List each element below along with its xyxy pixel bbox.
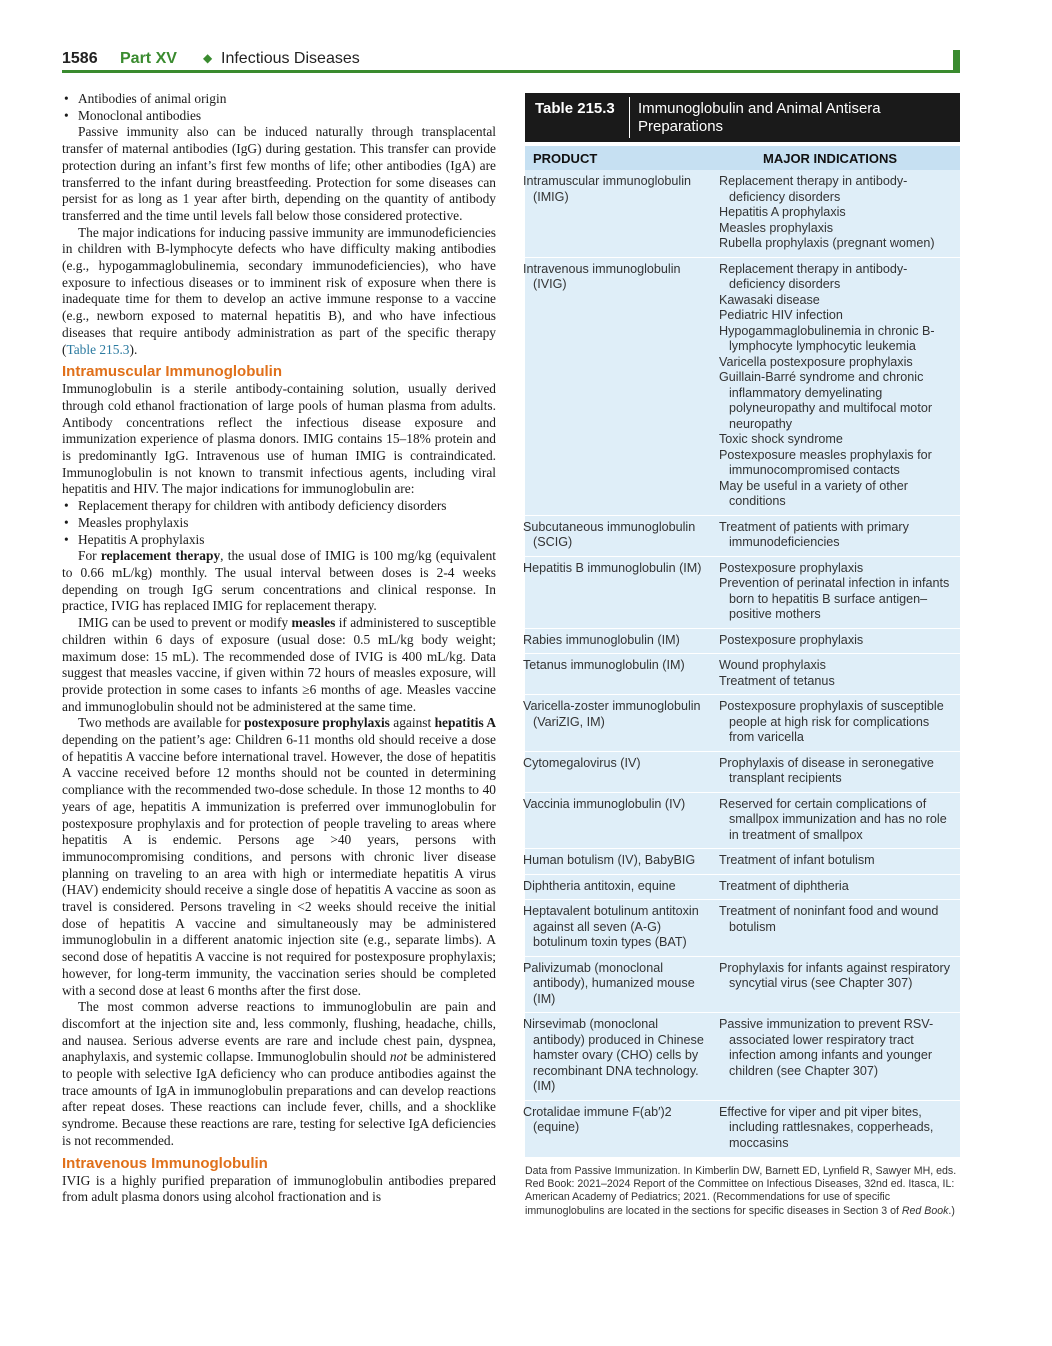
product-cell: Intramuscular immunoglobulin (IMIG) [523,174,691,204]
indication-item: Guillain-Barré syndrome and chronic inflammatory demyelinating polyneuropathy and multifocal motor neuropathy [719,370,933,431]
indication-item: Prophylaxis for infants against respiratory syncytial virus (see Chapter 307) [719,960,950,990]
product-cell: Hepatitis B immunoglobulin (IM) [523,560,702,575]
table-row [525,751,960,792]
paragraph: Two methods are available for postexposure prophylaxis against hepatitis A depending on the patient’s age: Children 6-11 months old should receive a dose of hepatitis A vaccine before international travel. However, the dose of hepatitis A vaccine received before 12 months should not be counted in determining compliance with the recommended two-dose schedule. In those 12 months to 40 years of age, hepatitis A immunization is preferred over immunoglobulin for postexposure prophylaxis and for protection of people traveling to areas where hepatitis A is endemic. Persons age >40 years, persons with immunocompromising conditions, and persons with chronic liver disease planning on traveling to an area with high or intermediate hepatitis A virus (HAV) endemicity should receive a single dose of hepatitis A vaccine as soon as travel is considered. Persons traveling in <2 weeks should receive the initial dose of hepatitis A vaccine and simultaneously may be administered immunoglobulin in a different anatomic injection site (e.g., separate limbs). A second dose of hepatitis A vaccine is not required for postexposure prophylaxis; however, for long-term immunity, the vaccination series should be completed with a second dose at least 6 months after the first dose. [62,715,496,998]
indication-item: Replacement therapy in antibody-deficiency disorders [719,174,908,204]
paragraph: For replacement therapy, the usual dose of IMIG is 100 mg/kg (equivalent to 0.66 mL/kg) monthly. The usual interval between doses is 2-4 weeks depending on trough IgG serum concentrations and clinical response. In practice, IVIG has replaced IMIG for replacement therapy. [62,548,496,614]
table-row [525,1012,960,1100]
product-cell: Vaccinia immunoglobulin (IV) [523,796,686,811]
indication-item: Wound prophylaxis [719,658,826,672]
indication-item: Rubella prophylaxis (pregnant women) [719,236,935,250]
list-item: • Monoclonal antibodies [62,108,496,125]
table-row [525,694,960,751]
product-cell: Varicella-zoster immunoglobulin (VariZIG, IM) [523,699,701,729]
indications-cell [711,262,960,510]
list-item: • Hepatitis A prophylaxis [62,532,496,549]
indications-cell [711,561,960,623]
table-row [525,899,960,956]
list-item: • Antibodies of animal origin [62,91,496,108]
product-cell: Palivizumab (monoclonal antibody), humanized mouse (IM) [523,960,695,1006]
product-cell: Human botulism (IV), BabyBIG [523,853,696,867]
indication-item: Replacement therapy in antibody-deficiency disorders [719,261,908,291]
table-215-3 [525,93,960,1157]
indication-item: Treatment of patients with primary immunodeficiencies [719,519,909,549]
indications-cell [711,658,960,689]
indication-item: Treatment of tetanus [719,673,835,688]
indication-item: Treatment of noninfant food and wound botulism [719,904,939,934]
header-tab [953,50,960,72]
table-row [525,515,960,556]
indication-item: Measles prophylaxis [719,220,834,235]
table-rows [525,170,960,1156]
bullet-list-indications [62,498,496,548]
table-row [525,556,960,628]
table-column-headers [525,146,960,170]
paragraph: The major indications for inducing passive immunity are immunodeficiencies in children with B-lymphocyte defects who have difficulty making antibodies (e.g., hypogammaglobulinemia, secondary immunodeficiencies), who have exposure to infectious diseases or to imminent risk of exposure when there is inadequate time for them to develop an active immune response to a vaccine (e.g., newborn exposed to maternal hepatitis B), and who have infectious diseases that require antibody administration as part of the specific therapy (Table 215.3). [62,224,496,357]
indication-item: Hypogammaglobulinemia in chronic B-lymphocyte lymphocytic leukemia [719,323,935,353]
header-rule [62,70,960,73]
indication-item: Reserved for certain complications of smallpox immunization and has no role in treatment of smallpox [719,796,947,842]
indication-item: Toxic shock syndrome [719,432,843,446]
indications-cell [711,904,960,951]
indication-item: Postexposure prophylaxis [719,632,864,647]
indication-item: Prevention of perinatal infection in infants born to hepatitis B surface antigen–positive mothers [719,576,950,621]
body-text-column [62,91,496,1206]
section-heading-ivig: Intravenous Immunoglobulin [62,1154,268,1172]
product-cell: Nirsevimab (monoclonal antibody) produced in Chinese hamster ovary (CHO) cells by recombinant DNA technology. (IM) [523,1017,704,1093]
indication-item: May be useful in a variety of other conditions [719,478,909,508]
indication-item: Passive immunization to prevent RSV-associated lower respiratory tract infection among infants and younger children (see Chapter 307) [719,1017,934,1078]
bullet-list-top [62,91,496,124]
product-cell: Cytomegalovirus (IV) [523,755,641,770]
indications-cell [711,853,960,869]
indication-item: Postexposure prophylaxis [719,560,864,575]
product-cell: Crotalidae immune F(ab′)2 (equine) [523,1104,672,1134]
table-row [525,628,960,654]
product-cell: Subcutaneous immunoglobulin (SCIG) [523,519,696,549]
table-row [525,848,960,874]
indication-item: Varicella postexposure prophylaxis [719,354,913,369]
table-source-note: Data from Passive Immunization. In Kimberlin DW, Barnett ED, Lynfield R, Sawyer MH, eds. Red Book: 2021–2024 Report of the Committee on Infectious Diseases, 32nd ed. Itasca, IL: American Academy of Pediatrics; 2021. (Recommendations for use of specific immunoglobulins are located in the sections for specific diseases in Section 3 of Red Book.) [525,1165,957,1217]
table-row [525,257,960,515]
indication-item: Postexposure measles prophylaxis for immunocompromised contacts [719,447,932,477]
indication-item: Treatment of diphtheria [719,878,849,893]
indication-item: Kawasaki disease [719,292,820,307]
indications-cell [711,174,960,252]
table-row [525,170,960,257]
table-row [525,874,960,900]
indications-cell [711,879,960,895]
table-number: Table 215.3 [535,100,615,117]
indications-cell [711,797,960,844]
table-row [525,792,960,849]
indication-item: Postexposure prophylaxis of susceptible people at high risk for complications from varicella [719,699,944,744]
indication-item: Effective for viper and pit viper bites, including rattlesnakes, copperheads, moccasins [719,1104,934,1150]
table-body [525,146,960,1157]
page-number: 1586 [62,50,98,67]
table-reference-link[interactable]: Table 215.3 [66,341,130,357]
indications-cell [711,961,960,1008]
indications-cell [711,756,960,787]
part-label: Part XV [120,50,177,67]
table-row [525,1100,960,1157]
product-cell: Heptavalent botulinum antitoxin against all seven (A-G) botulinum toxin types (BAT) [523,904,699,949]
product-cell: Rabies immunoglobulin (IM) [523,632,680,647]
diamond-icon: ◆ [203,51,213,65]
indications-cell [711,633,960,649]
table-title: Immunoglobulin and Animal Antisera Preparations [638,100,881,135]
indications-cell [711,699,960,746]
list-item: • Replacement therapy for children with antibody deficiency disorders [62,498,496,515]
paragraph: The most common adverse reactions to immunoglobulin are pain and discomfort at the injection site and, less commonly, flushing, headache, chills, and nausea. Serious adverse events are rare and include chest pain, dyspnea, anaphylaxis, and systemic collapse. Immunoglobulin should not be administered to people with selective IgA deficiency who can produce antibodies against the trace amounts of IgA in immunoglobulin preparations and can develop reactions after repeat doses. These reactions can include fever, chills, and a shocklike syndrome. Because these reactions are rare, testing for selective IgA deficiencies is not recommended. [62,999,496,1148]
indication-item: Treatment of infant botulism [719,853,875,867]
paragraph: IVIG is a highly purified preparation of immunoglobulin antibodies prepared from adult plasma donors using alcohol fractionation and is [62,1172,496,1205]
paragraph: Passive immunity also can be induced naturally through transplacental transfer of maternal antibodies (IgG) during gestation. This transfer can provide protection during an infant’s first few months of life; other antibodies (IgA) are transferred to the infant during breastfeeding. Protection for some diseases can persist for as long as 1 year after birth, depending on the quantity of antibody transferred and the time until levels fall below those considered protective. [62,124,496,223]
indication-item: Prophylaxis of disease in seronegative transplant recipients [719,755,934,785]
paragraph: Immunoglobulin is a sterile antibody-containing solution, usually derived through cold ethanol fractionation of large pools of human plasma from adults. Antibody concentrations reflect the infectious disease exposure and immunization experience of plasma donors. IMIG contains 15–18% protein and is predominantly IgG. Intravenous use of human IMIG is contraindicated. Immunoglobulin is not known to transmit infectious agents, including viral hepatitis and HIV. The major indications for immunoglobulin are: [62,381,496,497]
column-header-product: PRODUCT [533,151,598,166]
table-row [525,956,960,1013]
list-item: • Measles prophylaxis [62,515,496,532]
product-cell: Diphtheria antitoxin, equine [523,878,676,893]
title-divider [629,97,630,138]
table-title-bar [525,93,960,142]
paragraph: IMIG can be used to prevent or modify measles if administered to susceptible children within 6 days of exposure (usual dose: 0.5 mL/kg body weight; maximum dose: 15 mL). The recommended dose of IVIG is 400 mL/kg. Data suggest that measles vaccine, if given within 72 hours of measles exposure, will provide protection in some cases to infants ≥6 months of age. Measles vaccine and immunoglobulin should not be administered at the same time. [62,615,496,714]
section-title: Infectious Diseases [221,50,360,67]
column-header-indications: MAJOR INDICATIONS [763,151,898,166]
section-heading-imig: Intramuscular Immunoglobulin [62,363,283,381]
indications-cell [711,1017,960,1095]
table-row [525,653,960,694]
indication-item: Pediatric HIV infection [719,308,843,322]
product-cell: Tetanus immunoglobulin (IM) [523,658,685,672]
indications-cell [711,1105,960,1152]
indication-item: Hepatitis A prophylaxis [719,205,846,219]
indications-cell [711,520,960,551]
product-cell: Intravenous immunoglobulin (IVIG) [523,261,681,291]
